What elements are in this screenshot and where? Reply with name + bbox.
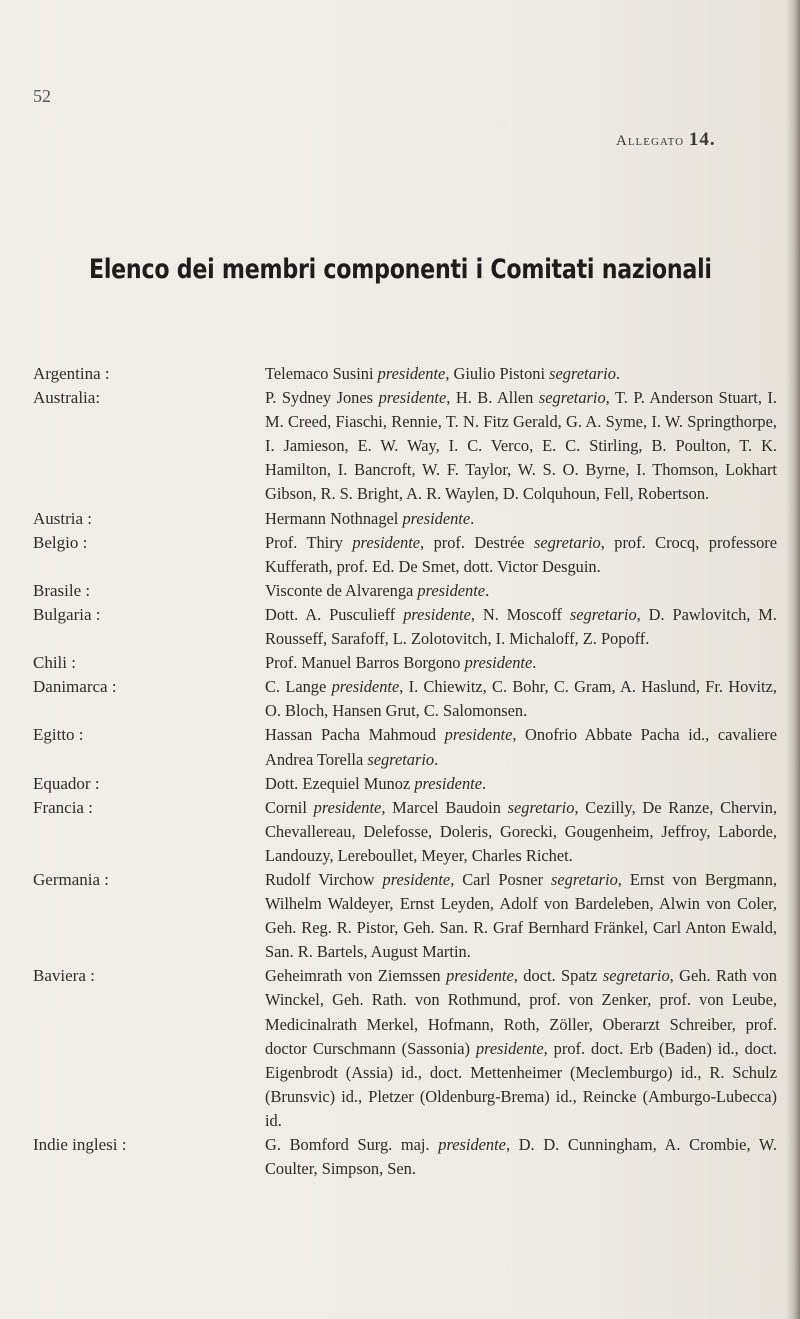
committee-list <box>0 362 800 1181</box>
committee-entry <box>0 772 800 796</box>
member-names: , Cezilly, De Ranze, Chervin, Chevallereau, Delefosse, Doleris, Gorecki, Gougenheim, Jeffroy, Laborde, Landouzy, Lereboullet, Meyer, Charles Richet. <box>265 797 777 865</box>
role-label: segretario <box>367 749 435 769</box>
member-names: Cornil <box>265 797 314 817</box>
role-label: presidente <box>382 869 451 889</box>
role-label: presidente <box>475 1038 544 1058</box>
member-names: , Marcel Baudoin <box>381 797 508 817</box>
committee-members <box>265 675 777 723</box>
country-name: Danimarca : <box>33 677 117 697</box>
committee-entry <box>0 386 800 506</box>
role-label: segretario <box>507 797 575 817</box>
committee-entry <box>0 362 800 386</box>
committee-entry <box>0 651 800 675</box>
member-names: , prof. doct. Erb (Baden) id., doct. Eigenbrodt (Assia) id., doct. Mettenheimer (Meclemburgo) id., R. Schulz (Brunsvic) id., Pletzer (Oldenburg-Brema) id., Reincke (Amburgo-Lubecca) id. <box>265 1038 777 1130</box>
role-label: segretario <box>551 869 618 889</box>
committee-entry <box>0 531 800 579</box>
member-names: , D. Pawlovitch, M. Rousseff, Sarafoff, L. Zolotovitch, I. Michaloff, Z. Popoff. <box>265 604 777 649</box>
committee-entry <box>0 723 800 771</box>
member-names: , Geh. Rath von Winckel, Geh. Rath. von Rothmund, prof. von Zenker, prof. von Leube, Medicinalrath Merkel, Hofmann, Roth, Zöller, Oberarzt Schreiber, prof. doctor Curschmann (Sassonia) <box>265 966 777 1058</box>
role-label: presidente <box>414 773 482 793</box>
role-label: presidente <box>402 508 471 528</box>
committee-entry <box>0 675 800 723</box>
member-names: , prof. Destrée <box>420 532 534 552</box>
member-names: Telemaco Susini <box>265 364 378 383</box>
role-label: segretario <box>533 532 601 552</box>
committee-entry <box>0 1133 800 1181</box>
role-label: segretario <box>538 388 606 408</box>
country-name: Egitto : <box>33 725 84 745</box>
member-names: Hassan Pacha Mahmoud <box>265 725 445 745</box>
committee-members <box>265 603 777 651</box>
member-names: , I. Chiewitz, C. Bohr, C. Gram, A. Haslund, Fr. Hovitz, O. Bloch, Hansen Grut, C. Salomonsen. <box>265 677 777 721</box>
member-names: , D. D. Cunningham, A. Crombie, W. Coulter, Simpson, Sen. <box>265 1135 777 1179</box>
committee-entry <box>0 579 800 603</box>
role-label: presidente <box>446 966 514 986</box>
member-names: . <box>434 749 439 769</box>
member-names: , Giulio Pistoni <box>445 364 550 383</box>
member-names: . <box>532 653 537 673</box>
committee-members <box>265 868 777 964</box>
member-names: C. Lange <box>265 677 332 697</box>
role-label: presidente <box>417 580 486 600</box>
country-name: Argentina : <box>33 364 110 383</box>
member-names: Geheimrath von Ziemssen <box>265 966 447 986</box>
allegato-label <box>616 129 716 151</box>
committee-members <box>265 531 777 579</box>
member-names: Dott. A. Pusculieff <box>265 604 404 624</box>
member-names: Prof. Thiry <box>265 532 353 552</box>
member-names: . <box>485 580 490 600</box>
member-names: , T. P. Anderson Stuart, I. M. Creed, Fiaschi, Rennie, T. N. Fitz Gerald, G. A. Syme, I. W. Springthorpe, I. Jamieson, E. W. Way, I. C. Verco, E. C. Stirling, B. Poulton, T. K. Hamilton, I. Bancroft, W. F. Taylor, W. S. O. Byrne, I. Thomson, Lokhart Gibson, R. S. Bright, A. R. Waylen, D. Colquhoun, Fell, Robertson. <box>265 388 777 504</box>
country-name: Germania : <box>33 869 109 889</box>
allegato-number: 14. <box>688 129 716 150</box>
member-names: , H. B. Allen <box>446 388 539 408</box>
role-label: presidente <box>313 797 382 817</box>
allegato-text: Allegato <box>616 133 685 149</box>
committee-members <box>265 796 777 868</box>
country-name: Equador : <box>33 773 100 793</box>
member-names: Visconte de Alvarenga <box>265 580 418 600</box>
member-names: G. Bomford Surg. maj. <box>265 1135 439 1154</box>
committee-entry <box>0 603 800 651</box>
committee-members <box>265 964 777 1133</box>
role-label: presidente <box>438 1135 506 1154</box>
country-name: Indie inglesi : <box>33 1135 127 1154</box>
country-name: Baviera : <box>33 966 95 986</box>
country-name: Brasile : <box>33 580 91 600</box>
country-name: Francia : <box>33 797 93 817</box>
committee-members <box>265 507 777 531</box>
role-label: presidente <box>377 364 446 383</box>
country-name: Belgio : <box>33 532 88 552</box>
role-label: segretario <box>549 364 616 383</box>
role-label: presidente <box>403 604 471 624</box>
member-names: Rudolf Virchow <box>265 869 383 889</box>
member-names: , Ernst von Bergmann, Wilhelm Waldeyer, Ernst Leyden, Adolf von Bardeleben, Alwin von Coler, Geh. Reg. R. Pistor, Geh. San. R. Graf Bernhard Fränkel, Carl Anton Ewald, San. R. Bartels, August Martin. <box>265 869 778 962</box>
country-name: Austria : <box>33 508 93 528</box>
committee-entry <box>0 507 800 531</box>
committee-entry <box>0 796 800 868</box>
committee-members <box>265 386 777 506</box>
role-label: presidente <box>464 653 533 673</box>
member-names: , Onofrio Abbate Pacha id., cavaliere Andrea Torella <box>265 725 777 769</box>
country-name: Chili : <box>33 653 76 673</box>
role-label: presidente <box>331 677 400 697</box>
member-names: , Carl Posner <box>450 869 551 889</box>
member-names: . <box>470 508 475 528</box>
role-label: presidente <box>444 725 513 745</box>
member-names: Dott. Ezequiel Munoz <box>265 773 415 793</box>
role-label: presidente <box>378 388 447 408</box>
member-names: P. Sydney Jones <box>265 388 379 408</box>
role-label: segretario <box>602 966 670 986</box>
committee-members <box>265 651 777 675</box>
country-name: Australia: <box>33 388 101 408</box>
member-names: Prof. Manuel Barros Borgono <box>265 653 465 673</box>
page-number: 52 <box>33 86 51 106</box>
committee-members <box>265 1133 777 1181</box>
committee-entry <box>0 868 800 964</box>
role-label: segretario <box>569 604 637 624</box>
committee-members <box>265 723 777 771</box>
role-label: presidente <box>352 532 421 552</box>
member-names: , prof. Crocq, professore Kufferath, prof. Ed. De Smet, dott. Victor Desguin. <box>265 532 778 576</box>
member-names: , doct. Spatz <box>513 966 603 986</box>
member-names: , N. Moscoff <box>470 604 570 624</box>
member-names: Hermann Nothnagel <box>265 508 403 528</box>
committee-members <box>265 362 777 386</box>
country-name: Bulgaria : <box>33 604 101 624</box>
committee-members <box>265 772 777 796</box>
page-title: Elenco dei membri componenti i Comitati nazionali <box>88 254 712 285</box>
committee-members <box>265 579 777 603</box>
committee-entry <box>0 964 800 1133</box>
member-names: . <box>615 364 621 383</box>
member-names: . <box>481 773 487 793</box>
